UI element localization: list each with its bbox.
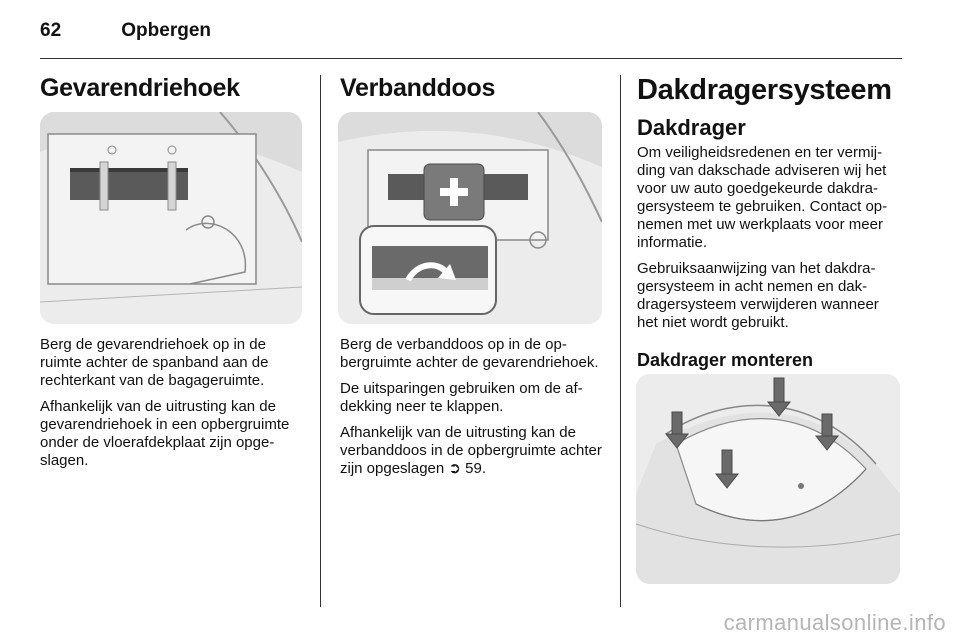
column-verbanddoos bbox=[340, 74, 606, 103]
section-title-verbanddoos: Verbanddoos bbox=[340, 74, 496, 102]
figure-roof-rack-mounting bbox=[636, 374, 900, 584]
column-1-body bbox=[40, 336, 306, 470]
column-divider-1 bbox=[320, 75, 321, 607]
subsection-title-dakdrager: Dakdrager bbox=[637, 115, 746, 140]
figure-warning-triangle-storage bbox=[40, 112, 302, 324]
paragraph: De uitsparingen gebruiken om de afdekking neer te klappen. bbox=[340, 380, 583, 415]
column-divider-2 bbox=[620, 75, 621, 607]
paragraph: Berg de verbanddoos op in de opbergruimte achter de gevarendriehoek. bbox=[340, 336, 599, 371]
section-title-gevarendriehoek: Gevarendriehoek bbox=[40, 74, 240, 102]
subheading-dakdrager-monteren: Dakdrager monteren bbox=[637, 350, 814, 370]
page-number: 62 bbox=[40, 20, 62, 41]
page-header bbox=[40, 20, 211, 42]
section-title-dakdragersysteem: Dakdragersysteem bbox=[637, 74, 892, 106]
header-rule bbox=[40, 58, 902, 59]
paragraph: Gebruiksaanwijzing van het dakdragersysteem in acht nemen en dakdragersysteem verwijderen wanneer het niet wordt gebruikt. bbox=[637, 260, 879, 331]
column-dakdragersysteem bbox=[637, 74, 903, 371]
watermark-text: carmanualsonline.info bbox=[723, 610, 946, 635]
column-gevarendriehoek bbox=[40, 74, 306, 103]
paragraph: Berg de gevarendriehoek op in de ruimte achter de spanband aan de rechterkant van de bagageruimte. bbox=[40, 336, 269, 389]
column-2-body bbox=[340, 336, 606, 478]
paragraph: Om veiligheidsredenen en ter vermijding van dakschade adviseren wij het voor uw auto goedgekeurde dakdragersysteem te gebruiken. Contact opnemen met uw werkplaats voor meer informatie. bbox=[637, 144, 888, 251]
figure-first-aid-kit-storage bbox=[338, 112, 602, 324]
paragraph: Afhankelijk van de uitrusting kan de gevarendriehoek in een opbergruimte onder de vloerafdekplaat zijn opgeslagen. bbox=[40, 398, 290, 469]
paragraph: Afhankelijk van de uitrusting kan de verbanddoos in de opbergruimte achter zijn opgeslagen ➲ 59. bbox=[340, 424, 602, 477]
chapter-title: Opbergen bbox=[121, 20, 212, 41]
